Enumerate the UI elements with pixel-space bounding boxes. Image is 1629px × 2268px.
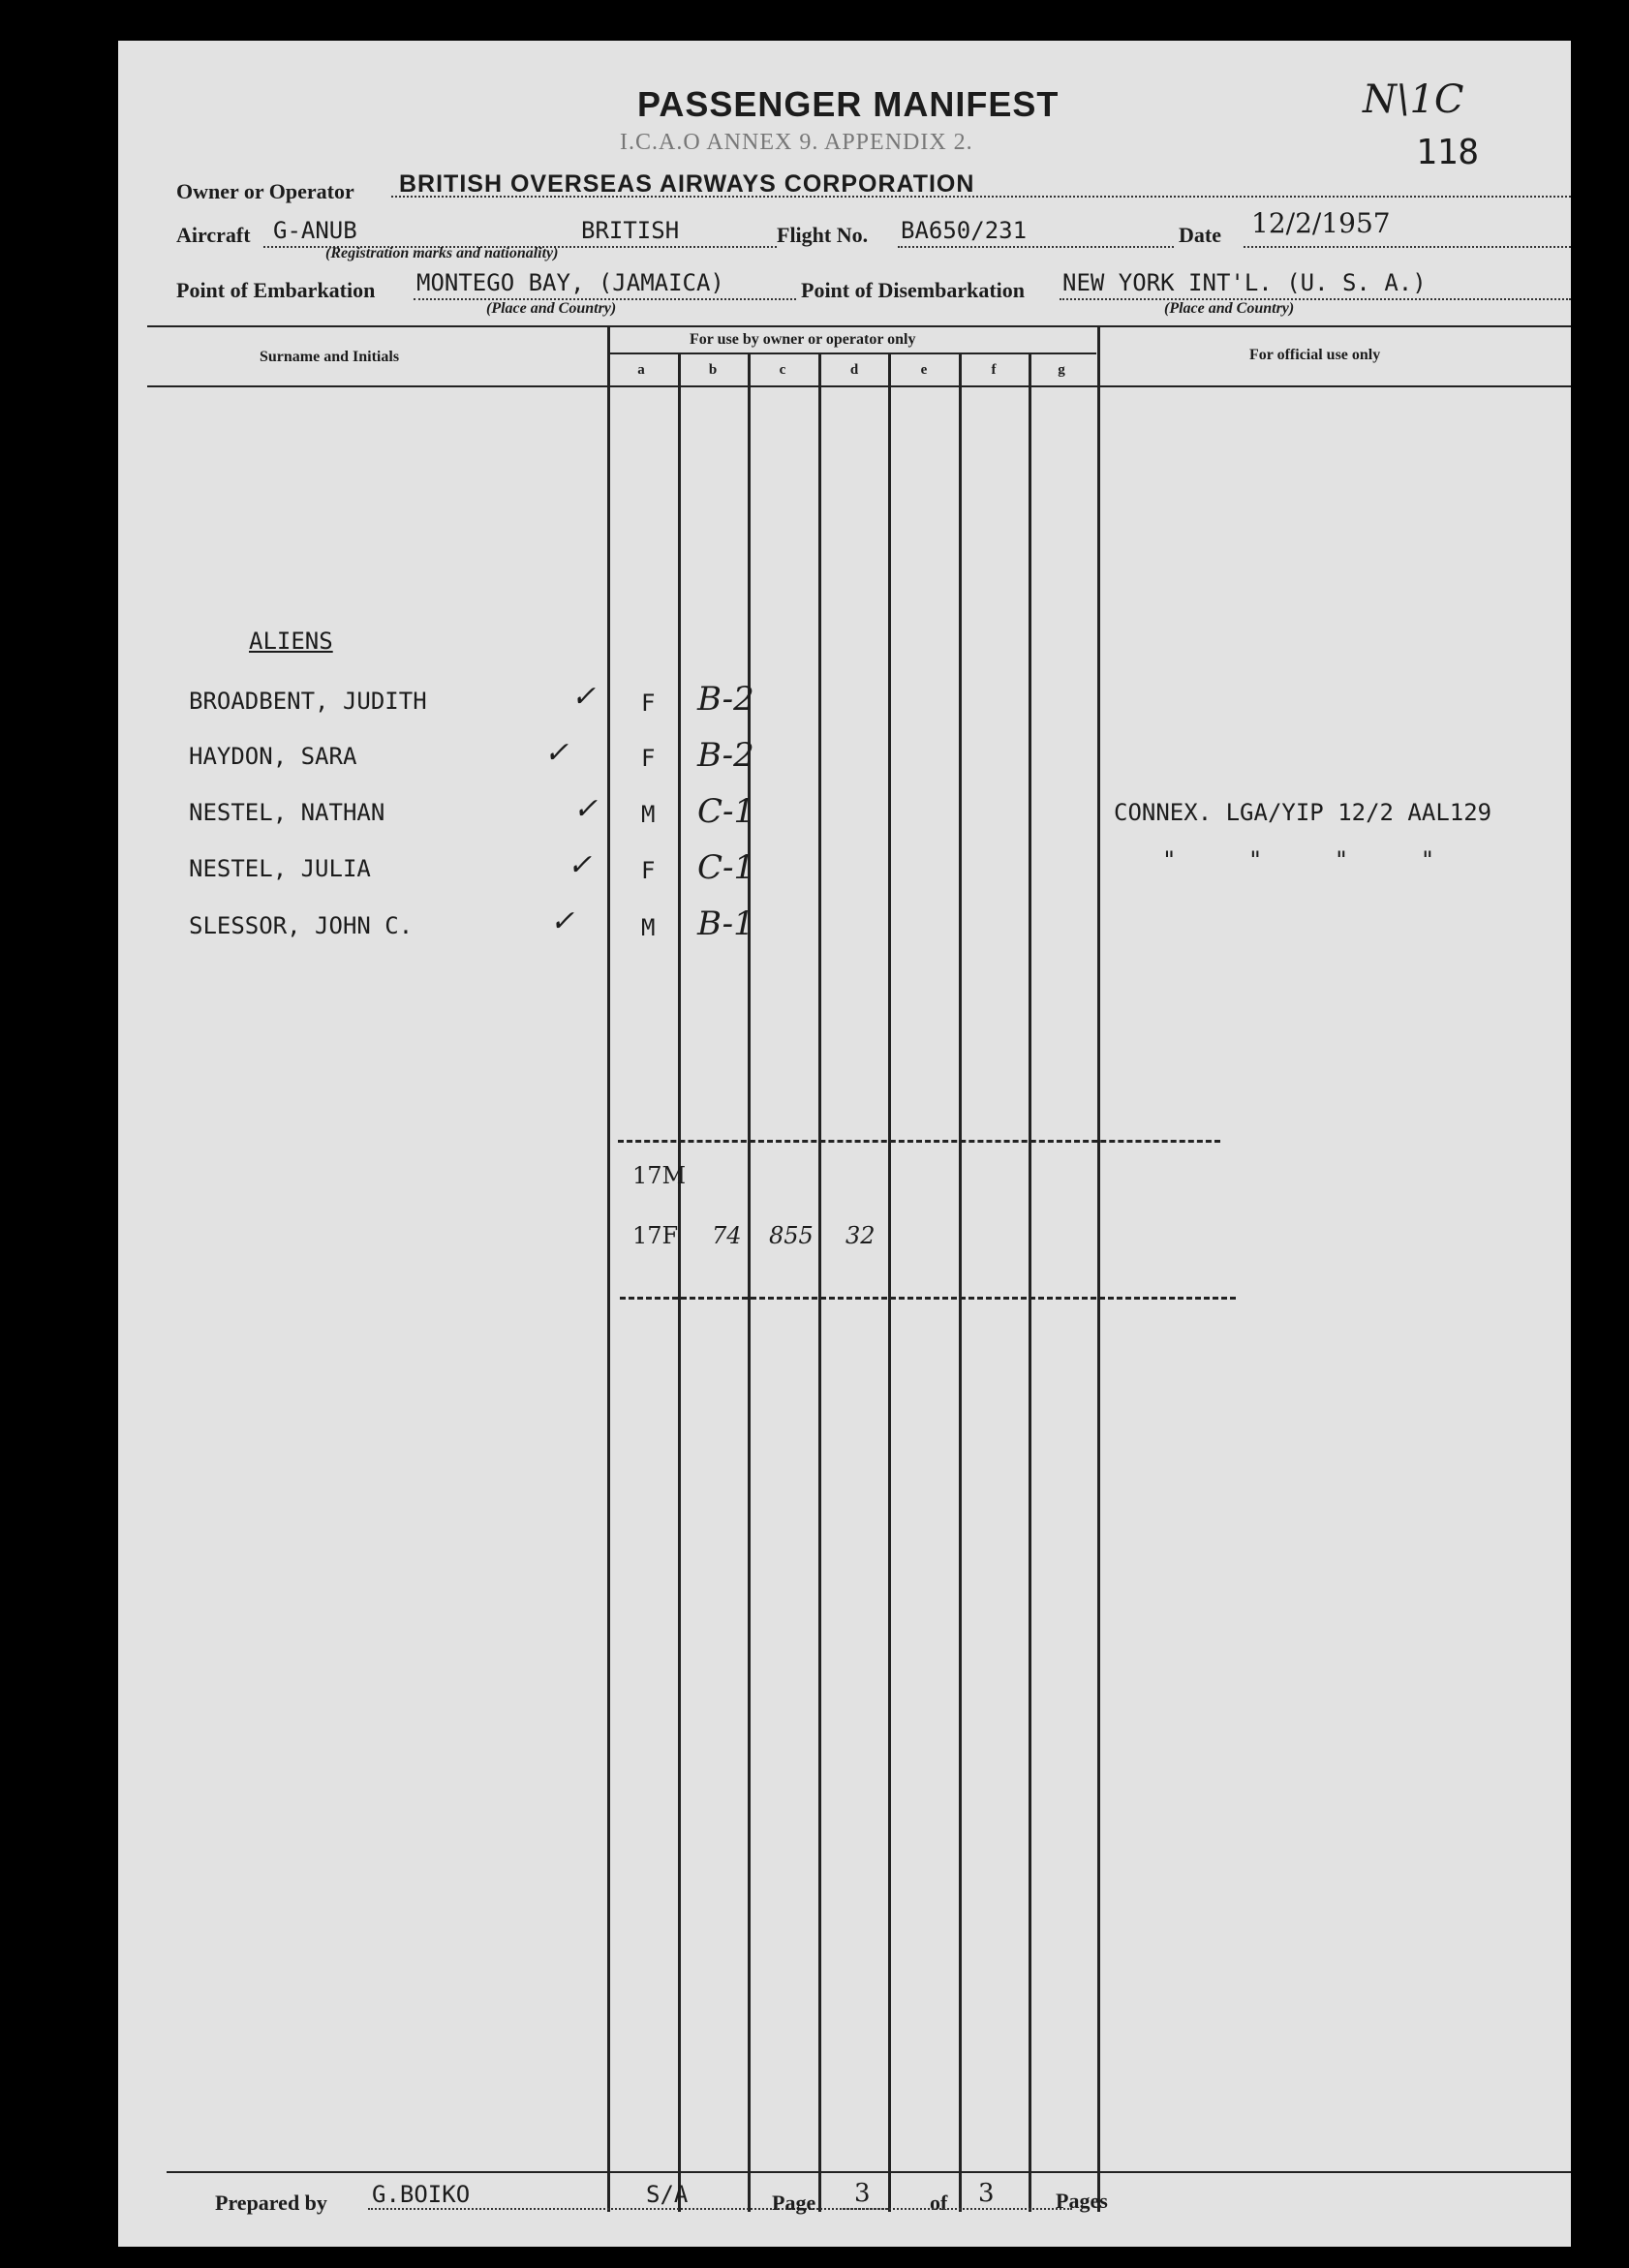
totals-bottom-rule bbox=[620, 1297, 1236, 1300]
official-note: CONNEX. LGA/YIP 12/2 AAL129 bbox=[1114, 799, 1492, 826]
embarkation-label: Point of Embarkation bbox=[176, 278, 376, 302]
column-c-header: c bbox=[779, 362, 786, 378]
column-d-header: d bbox=[849, 362, 859, 378]
surname-column-header: Surname and Initials bbox=[260, 349, 400, 365]
table-top-rule bbox=[147, 325, 1571, 327]
sheet-number: 118 bbox=[1416, 133, 1480, 172]
manifest-sheet bbox=[118, 41, 1571, 2247]
pages-label: Pages bbox=[1056, 2189, 1108, 2213]
owner-use-header: For use by owner or operator only bbox=[690, 331, 916, 348]
passenger-class: B-2 bbox=[697, 680, 754, 719]
owner-label: Owner or Operator bbox=[176, 179, 354, 203]
column-a-header: a bbox=[637, 362, 645, 378]
column-e-header: e bbox=[920, 362, 928, 378]
disembarkation-label: Point of Disembarkation bbox=[801, 278, 1025, 302]
aircraft-label: Aircraft bbox=[176, 223, 251, 247]
table-header-bottom-rule bbox=[147, 385, 1571, 387]
flight-underline bbox=[898, 246, 1174, 248]
flight-label: Flight No. bbox=[777, 223, 869, 247]
column-rule-c-left bbox=[748, 352, 751, 2212]
page-total: 3 bbox=[978, 2179, 995, 2208]
flight-number: BA650/231 bbox=[901, 217, 1028, 244]
section-heading-aliens: ALIENS bbox=[249, 628, 333, 655]
passenger-class: C-1 bbox=[697, 792, 755, 831]
column-rule-g-left bbox=[1029, 352, 1031, 2212]
aircraft-registration: G-ANUB bbox=[273, 217, 357, 244]
official-note-ditto: " " " " bbox=[1162, 846, 1464, 873]
owner-columns-rule bbox=[610, 352, 1096, 354]
aircraft-caption: (Registration marks and nationality) bbox=[325, 245, 559, 261]
date-underline bbox=[1244, 246, 1571, 248]
passenger-class: B-1 bbox=[697, 904, 754, 943]
disembarkation-underline bbox=[1060, 298, 1571, 300]
page-number: 3 bbox=[854, 2179, 871, 2208]
check-mark-icon: ✓ bbox=[544, 736, 569, 770]
passenger-name: SLESSOR, JOHN C. bbox=[189, 912, 414, 939]
passenger-class: B-2 bbox=[697, 736, 754, 775]
column-rule-e-left bbox=[888, 352, 891, 2212]
passenger-sex: M bbox=[641, 801, 656, 828]
embarkation-caption: (Place and Country) bbox=[486, 300, 617, 317]
passenger-class: C-1 bbox=[697, 848, 755, 887]
owner-value: BRITISH OVERSEAS AIRWAYS CORPORATION bbox=[399, 170, 975, 198]
annex-reference: I.C.A.O ANNEX 9. APPENDIX 2. bbox=[620, 130, 973, 155]
passenger-sex: F bbox=[641, 690, 656, 717]
totals-column-c: 855 bbox=[769, 1222, 814, 1249]
column-b-header: b bbox=[708, 362, 718, 378]
check-mark-icon: ✓ bbox=[568, 848, 593, 882]
column-rule-d-left bbox=[818, 352, 821, 2212]
official-column-rule bbox=[1097, 325, 1100, 2212]
prepared-by-value: G.BOIKO bbox=[372, 2181, 471, 2208]
disembarkation-caption: (Place and Country) bbox=[1164, 300, 1295, 317]
totals-female: 17F bbox=[632, 1222, 679, 1249]
aircraft-nationality: BRITISH bbox=[581, 217, 680, 244]
of-label: of bbox=[930, 2191, 948, 2215]
document-title: PASSENGER MANIFEST bbox=[637, 84, 1060, 124]
totals-male: 17M bbox=[632, 1162, 687, 1189]
prepared-by-label: Prepared by bbox=[215, 2191, 327, 2215]
column-rule-f-left bbox=[959, 352, 962, 2212]
owner-underline bbox=[391, 196, 1571, 198]
embarkation-value: MONTEGO BAY, (JAMAICA) bbox=[416, 269, 724, 296]
date-value: 12/2/1957 bbox=[1251, 207, 1391, 239]
passenger-name: NESTEL, NATHAN bbox=[189, 799, 385, 826]
totals-top-rule bbox=[618, 1140, 1220, 1143]
column-rule-b-left bbox=[678, 352, 681, 2212]
page-underline bbox=[840, 2208, 1072, 2210]
date-label: Date bbox=[1179, 223, 1221, 247]
passenger-name: NESTEL, JULIA bbox=[189, 855, 371, 882]
totals-column-b: 74 bbox=[712, 1222, 742, 1249]
check-mark-icon: ✓ bbox=[550, 904, 575, 938]
column-f-header: f bbox=[991, 362, 997, 378]
passenger-sex: M bbox=[641, 914, 656, 941]
page-label: Page bbox=[772, 2191, 816, 2215]
passenger-sex: F bbox=[641, 745, 656, 772]
corner-handwritten-mark: N\1C bbox=[1363, 77, 1464, 122]
column-g-header: g bbox=[1058, 362, 1065, 378]
column-rule-a-left bbox=[607, 325, 610, 2212]
check-mark-icon: ✓ bbox=[571, 680, 597, 714]
passenger-name: BROADBENT, JUDITH bbox=[189, 688, 427, 715]
disembarkation-value: NEW YORK INT'L. (U. S. A.) bbox=[1062, 269, 1427, 296]
official-use-header: For official use only bbox=[1249, 347, 1381, 363]
sa-value: S/A bbox=[646, 2181, 689, 2208]
totals-column-d: 32 bbox=[845, 1222, 876, 1249]
check-mark-icon: ✓ bbox=[573, 792, 599, 826]
passenger-sex: F bbox=[641, 857, 656, 884]
footer-rule bbox=[167, 2171, 1571, 2173]
passenger-name: HAYDON, SARA bbox=[189, 743, 357, 770]
